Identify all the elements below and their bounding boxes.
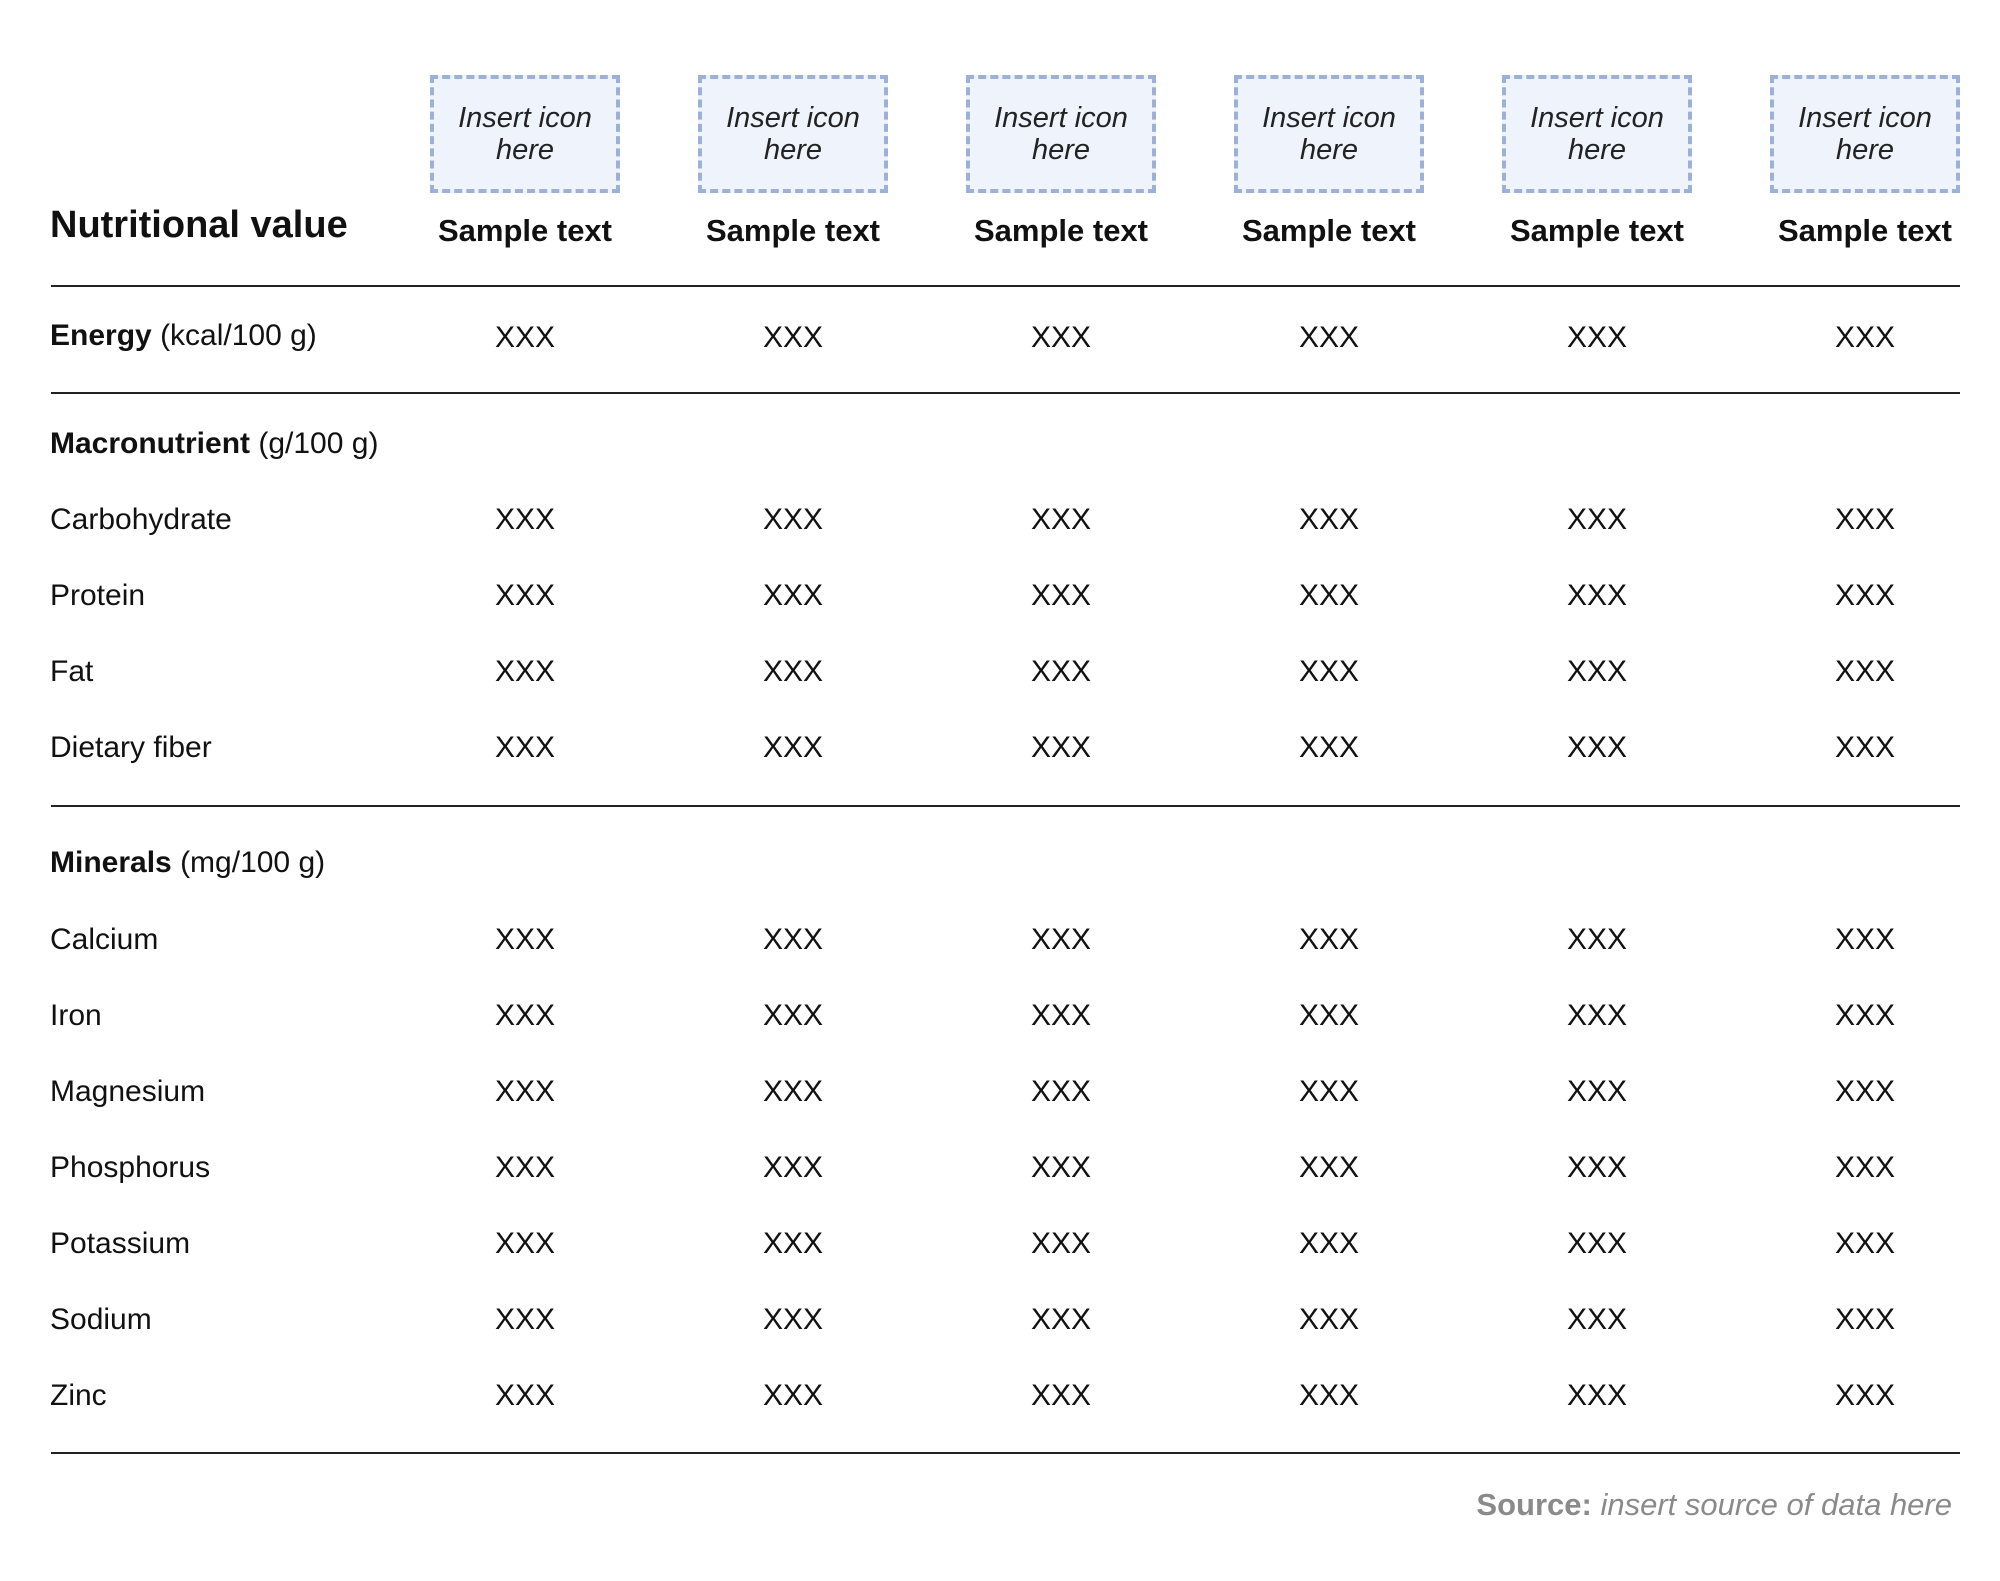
table-cell-value: XXX <box>1030 999 1092 1032</box>
table-cell-value: XXX <box>1566 999 1628 1032</box>
divider-line <box>51 392 1960 394</box>
row-label: Calcium <box>50 923 159 956</box>
table-title: Nutritional value <box>50 204 348 246</box>
table-cell-value: XXX <box>1030 579 1092 612</box>
table-cell-value: XXX <box>1566 731 1628 764</box>
table-cell-value: XXX <box>1834 1379 1896 1412</box>
table-cell-value: XXX <box>1030 1379 1092 1412</box>
table-cell-value: XXX <box>1030 321 1092 354</box>
table-cell-value: XXX <box>1298 1379 1360 1412</box>
source-label: Source: <box>1476 1487 1592 1522</box>
table-cell-value: XXX <box>1566 1303 1628 1336</box>
table-cell-value: XXX <box>1834 655 1896 688</box>
row-label: Phosphorus <box>50 1151 211 1184</box>
table-cell-value: XXX <box>494 999 556 1032</box>
section-header <box>50 843 325 883</box>
table-cell-value: XXX <box>1566 1075 1628 1108</box>
icon-placeholder: Insert icon here <box>1502 75 1692 193</box>
row-label: Dietary fiber <box>50 731 212 764</box>
table-cell-value: XXX <box>494 503 556 536</box>
table-cell-value: XXX <box>1030 503 1092 536</box>
column-header-label: Sample text <box>1509 213 1684 248</box>
column-header-label: Sample text <box>973 213 1148 248</box>
table-cell-value: XXX <box>762 999 824 1032</box>
table-cell-value: XXX <box>762 655 824 688</box>
table-cell-value: XXX <box>494 321 556 354</box>
table-cell-value: XXX <box>1298 999 1360 1032</box>
row-label: Sodium <box>50 1303 152 1336</box>
divider-line <box>51 805 1960 807</box>
icon-placeholder: Insert icon here <box>1770 75 1960 193</box>
table-cell-value: XXX <box>1566 321 1628 354</box>
source-value: insert source of data here <box>1600 1487 1952 1522</box>
table-cell-value: XXX <box>762 579 824 612</box>
table-cell-value: XXX <box>1298 321 1360 354</box>
table-cell-value: XXX <box>494 923 556 956</box>
table-cell-value: XXX <box>1298 655 1360 688</box>
table-cell-value: XXX <box>1566 655 1628 688</box>
table-cell-value: XXX <box>494 1227 556 1260</box>
table-cell-value: XXX <box>1030 731 1092 764</box>
table-cell-value: XXX <box>762 923 824 956</box>
table-cell-value: XXX <box>1834 999 1896 1032</box>
table-cell-value: XXX <box>1030 1303 1092 1336</box>
section-name: Macronutrient <box>50 427 251 460</box>
table-cell-value: XXX <box>494 1379 556 1412</box>
section-unit: (g/100 g) <box>258 427 379 460</box>
table-cell-value: XXX <box>1030 923 1092 956</box>
table-cell-value: XXX <box>762 731 824 764</box>
table-cell-value: XXX <box>1834 1075 1896 1108</box>
table-cell-value: XXX <box>1566 1379 1628 1412</box>
table-cell-value: XXX <box>1834 1151 1896 1184</box>
table-cell-value: XXX <box>1298 579 1360 612</box>
table-cell-value: XXX <box>1298 503 1360 536</box>
icon-placeholder: Insert icon here <box>430 75 620 193</box>
column-header-label: Sample text <box>1241 213 1416 248</box>
section-unit: (mg/100 g) <box>180 846 326 879</box>
source-note <box>1476 1484 1952 1526</box>
row-label: Potassium <box>50 1227 191 1260</box>
section-header <box>50 424 378 464</box>
table-cell-value: XXX <box>1566 579 1628 612</box>
divider-line <box>51 285 1960 287</box>
table-cell-value: XXX <box>1030 655 1092 688</box>
table-cell-value: XXX <box>762 1151 824 1184</box>
column-header-label: Sample text <box>1777 213 1952 248</box>
section-name: Minerals <box>50 846 172 879</box>
icon-placeholder: Insert icon here <box>966 75 1156 193</box>
icon-placeholder: Insert icon here <box>698 75 888 193</box>
divider-line <box>51 1452 1960 1454</box>
table-cell-value: XXX <box>1834 731 1896 764</box>
table-cell-value: XXX <box>1566 1227 1628 1260</box>
table-cell-value: XXX <box>762 1227 824 1260</box>
column-header-label: Sample text <box>705 213 880 248</box>
table-cell-value: XXX <box>1566 503 1628 536</box>
table-cell-value: XXX <box>1566 923 1628 956</box>
table-cell-value: XXX <box>494 579 556 612</box>
table-cell-value: XXX <box>494 731 556 764</box>
table-cell-value: XXX <box>1834 1227 1896 1260</box>
table-cell-value: XXX <box>1834 579 1896 612</box>
table-cell-value: XXX <box>1030 1227 1092 1260</box>
table-cell-value: XXX <box>1566 1151 1628 1184</box>
table-cell-value: XXX <box>1298 1151 1360 1184</box>
table-cell-value: XXX <box>1834 1303 1896 1336</box>
table-cell-value: XXX <box>1298 1075 1360 1108</box>
section-name: Energy <box>50 319 152 352</box>
row-label: Fat <box>50 655 94 688</box>
row-label: Iron <box>50 999 102 1032</box>
table-cell-value: XXX <box>1030 1075 1092 1108</box>
table-cell-value: XXX <box>494 1075 556 1108</box>
table-cell-value: XXX <box>494 655 556 688</box>
table-cell-value: XXX <box>1030 1151 1092 1184</box>
table-cell-value: XXX <box>762 321 824 354</box>
icon-placeholder: Insert icon here <box>1234 75 1424 193</box>
table-cell-value: XXX <box>1298 731 1360 764</box>
table-cell-value: XXX <box>762 1303 824 1336</box>
table-cell-value: XXX <box>494 1303 556 1336</box>
table-cell-value: XXX <box>1834 321 1896 354</box>
section-unit: (kcal/100 g) <box>160 319 317 352</box>
section-header <box>50 316 317 356</box>
table-cell-value: XXX <box>1298 1303 1360 1336</box>
table-cell-value: XXX <box>494 1151 556 1184</box>
row-label: Protein <box>50 579 146 612</box>
row-label: Magnesium <box>50 1075 206 1108</box>
table-cell-value: XXX <box>762 503 824 536</box>
table-cell-value: XXX <box>1298 923 1360 956</box>
table-cell-value: XXX <box>1298 1227 1360 1260</box>
row-label: Zinc <box>50 1379 107 1412</box>
table-cell-value: XXX <box>762 1379 824 1412</box>
column-header-label: Sample text <box>437 213 612 248</box>
row-label: Carbohydrate <box>50 503 232 536</box>
table-cell-value: XXX <box>1834 503 1896 536</box>
table-cell-value: XXX <box>762 1075 824 1108</box>
table-cell-value: XXX <box>1834 923 1896 956</box>
